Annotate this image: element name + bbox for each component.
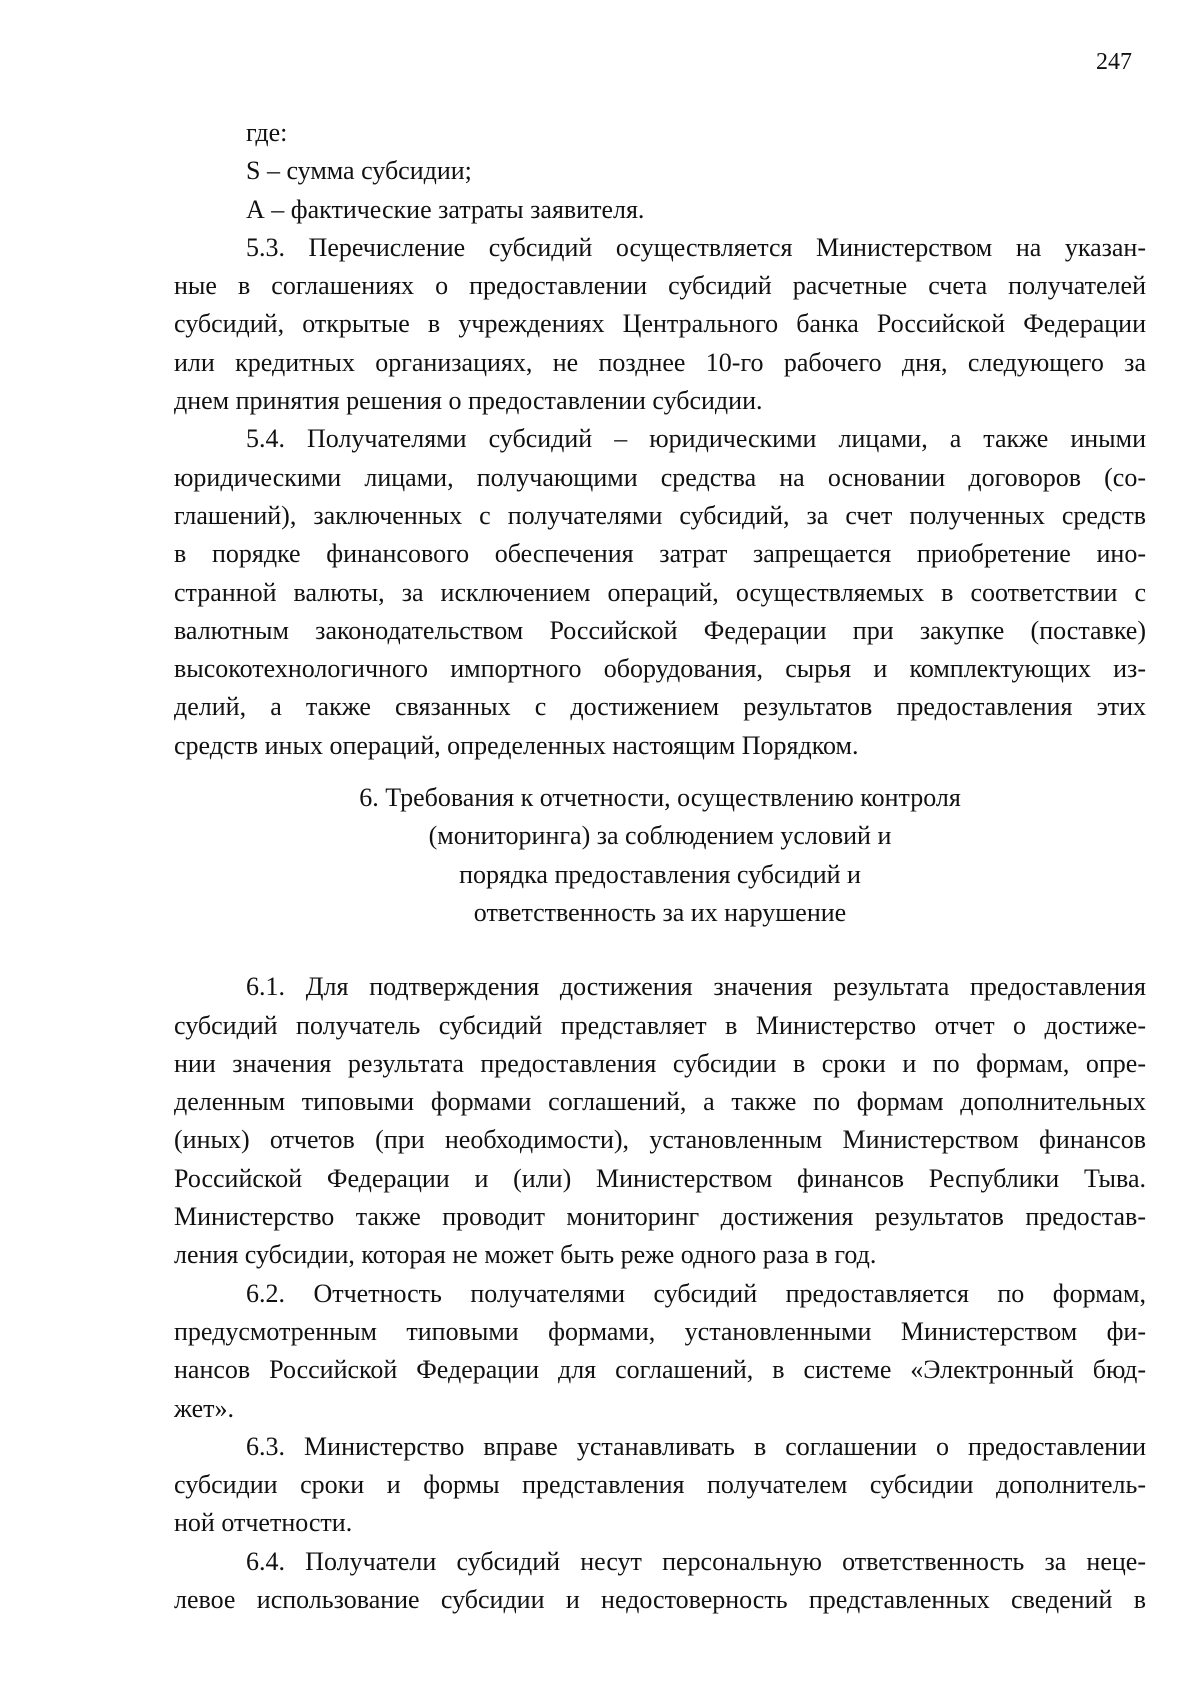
heading-line: (мониторинга) за соблюдением условий и <box>428 821 892 851</box>
paragraph-line: высокотехнологичного импортного оборудования, сырья и комплектующих из- <box>174 654 1146 684</box>
paragraph-line: Министерство также проводит мониторинг достижения результатов предостав- <box>174 1202 1146 1232</box>
paragraph-6-1 <box>174 968 1146 1274</box>
paragraph-line: 6.2. Отчетность получателями субсидий предоставляется по формам, <box>246 1278 1146 1308</box>
paragraph-5-4 <box>174 420 1146 765</box>
heading-line: порядка предоставления субсидий и <box>459 859 861 889</box>
paragraph-line: 6.1. Для подтверждения достижения значения результата предоставления <box>246 972 1146 1002</box>
paragraph-line: 5.3. Перечисление субсидий осуществляется Министерством на указан- <box>246 232 1146 262</box>
paragraph-line: средств иных операций, определенных настоящим Порядком. <box>174 730 859 760</box>
definition-line: S – сумма субсидии; <box>246 156 472 186</box>
paragraph-line: странной валюты, за исключением операций, осуществляемых в соответствии с <box>174 577 1146 607</box>
paragraph-6-4 <box>174 1543 1146 1620</box>
paragraph-line: юридическими лицами, получающими средства на основании договоров (со- <box>174 462 1146 492</box>
paragraph-line: Российской Федерации и (или) Министерством финансов Республики Тыва. <box>174 1163 1146 1193</box>
paragraph-line: 6.4. Получатели субсидий несут персональную ответственность за неце- <box>246 1546 1146 1576</box>
paragraph-line: нансов Российской Федерации для соглашений, в системе «Электронный бюд- <box>174 1355 1146 1385</box>
definition-line: А – фактические затраты заявителя. <box>246 194 645 224</box>
paragraph-line: днем принятия решения о предоставлении субсидии. <box>174 386 763 416</box>
paragraph-line: 6.3. Министерство вправе устанавливать в соглашении о предоставлении <box>246 1431 1146 1461</box>
heading-line: 6. Требования к отчетности, осуществлению контроля <box>359 783 961 813</box>
paragraph-6-2 <box>174 1275 1146 1428</box>
heading-line: ответственность за их нарушение <box>473 897 847 927</box>
paragraph-line: делий, а также связанных с достижением результатов предоставления этих <box>174 692 1146 722</box>
paragraph-line: ные в соглашениях о предоставлении субсидий расчетные счета получателей <box>174 271 1146 301</box>
paragraph-line: субсидий, открытые в учреждениях Центрального банка Российской Федерации <box>174 309 1146 339</box>
page-content <box>174 114 1146 1619</box>
paragraph-line: субсидий получатель субсидий представляет в Министерство отчет о достиже- <box>174 1010 1146 1040</box>
paragraph-line: нии значения результата предоставления субсидии в сроки и по формам, опре- <box>174 1048 1146 1078</box>
paragraph-5-3 <box>174 229 1146 420</box>
definitions-block <box>174 114 1146 229</box>
paragraph-line: жет». <box>174 1393 235 1423</box>
definition-line: где: <box>246 118 288 147</box>
paragraph-line: ления субсидии, которая не может быть реже одного раза в год. <box>174 1240 877 1270</box>
paragraph-6-3 <box>174 1428 1146 1543</box>
paragraph-line: (иных) отчетов (при необходимости), установленным Министерством финансов <box>174 1125 1146 1155</box>
paragraph-line: ной отчетности. <box>174 1508 353 1538</box>
paragraph-line: или кредитных организациях, не позднее 10-го рабочего дня, следующего за <box>174 347 1146 377</box>
page-number: 247 <box>1096 49 1132 75</box>
paragraph-line: предусмотренным типовыми формами, установленными Министерством фи- <box>174 1316 1146 1346</box>
paragraph-line: 5.4. Получателями субсидий – юридическими лицами, а также иными <box>246 424 1146 454</box>
paragraph-line: глашений), заключенных с получателями субсидий, за счет полученных средств <box>174 500 1146 530</box>
section-6-heading <box>174 779 1146 932</box>
paragraph-line: в порядке финансового обеспечения затрат запрещается приобретение ино- <box>174 539 1146 569</box>
paragraph-line: валютным законодательством Российской Федерации при закупке (поставке) <box>174 615 1146 645</box>
paragraph-line: деленным типовыми формами соглашений, а также по формам дополнительных <box>174 1087 1146 1117</box>
paragraph-line: левое использование субсидии и недостоверность представленных сведений в <box>174 1584 1146 1614</box>
paragraph-line: субсидии сроки и формы представления получателем субсидии дополнитель- <box>174 1470 1146 1500</box>
